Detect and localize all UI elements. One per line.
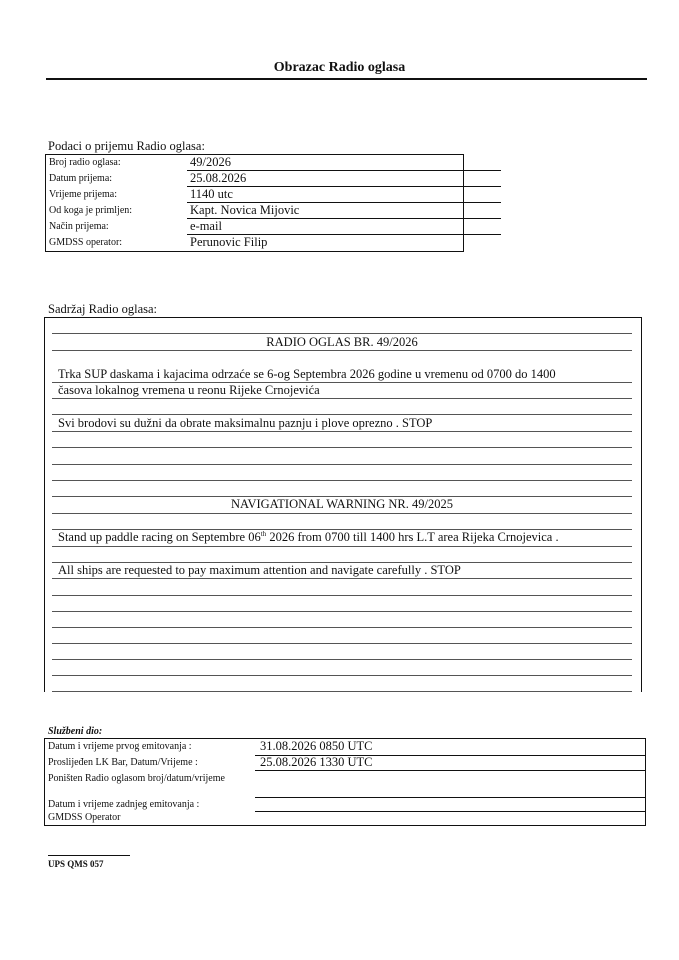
ruled-line [52, 643, 632, 644]
reception-value: e-mail [190, 219, 222, 233]
ruled-line [52, 398, 632, 399]
reception-box [45, 154, 464, 252]
official-label: Datum i vrijeme zadnjeg emitovanja : [48, 799, 200, 810]
ruled-line [52, 675, 632, 676]
local-heading: RADIO OGLAS BR. 49/2026 [266, 335, 418, 349]
official-label: Proslijeđen LK Bar, Datum/Vrijeme : [48, 757, 198, 768]
reception-section-label: Podaci o prijemu Radio oglasa: [48, 139, 205, 153]
ruled-line [52, 414, 632, 415]
ruled-line [52, 431, 632, 432]
reception-label: Od koga je primljen: [49, 205, 133, 216]
content-section-label: Sadržaj Radio oglasa: [48, 302, 157, 316]
official-label: Poništen Radio oglasom broj/datum/vrijeme [48, 773, 225, 784]
reception-value: 25.08.2026 [190, 171, 247, 185]
reception-row-date [46, 171, 463, 187]
reception-row-time [46, 187, 463, 203]
ruled-line [52, 350, 632, 351]
local-text-line: Svi brodovi su dužni da obrate maksimalnu paznju i plove oprezno . STOP [58, 416, 433, 430]
reception-value: 1140 utc [190, 187, 233, 201]
reception-label: Broj radio oglasa: [49, 157, 121, 168]
ruled-line [52, 333, 632, 334]
official-label: Datum i vrijeme prvog emitovanja : [48, 741, 192, 752]
form-code: UPS QMS 057 [48, 855, 130, 869]
en-text-line: Stand up paddle racing on Septembre 06th 2026 from 0700 till 1400 hrs L.T area Rijeka Crnojevica . [58, 530, 559, 545]
title-rule [46, 78, 647, 80]
official-value: 25.08.2026 1330 UTC [260, 755, 373, 769]
reception-value: Perunovic Filip [190, 235, 268, 249]
ruled-line [52, 595, 632, 596]
ruled-line [52, 546, 632, 547]
reception-row-number [46, 155, 463, 171]
official-box [44, 738, 646, 826]
ruled-line [52, 513, 632, 514]
ruled-line [52, 464, 632, 465]
reception-value: Kapt. Novica Mijovic [190, 203, 300, 217]
reception-label: Datum prijema: [49, 173, 113, 184]
reception-label: GMDSS operator: [49, 237, 123, 248]
ruled-line [52, 627, 632, 628]
ruled-line [52, 691, 632, 692]
local-text-line: Trka SUP daskama i kajacima odrzaće se 6-og Septembra 2026 godine u vremenu od 0700 do 1400 [58, 367, 556, 381]
en-heading: NAVIGATIONAL WARNING NR. 49/2025 [231, 497, 453, 511]
reception-row-method [46, 219, 463, 235]
form-title: Obrazac Radio oglasa [273, 60, 406, 75]
reception-row-from [46, 203, 463, 219]
reception-label: Vrijeme prijema: [49, 189, 117, 200]
reception-row-operator [46, 235, 463, 251]
official-label: GMDSS Operator [48, 812, 121, 823]
ruled-line [52, 659, 632, 660]
ruled-line [52, 447, 632, 448]
reception-value: 49/2026 [190, 155, 231, 169]
ruled-line [52, 578, 632, 579]
official-section-label: Službeni dio: [48, 726, 103, 737]
en-text-line: All ships are requested to pay maximum attention and navigate carefully . STOP [58, 563, 461, 577]
official-value: 31.08.2026 0850 UTC [260, 739, 373, 753]
ruled-line [52, 611, 632, 612]
ruled-line [52, 480, 632, 481]
local-text-line: časova lokalnog vremena u reonu Rijeke Crnojevića [58, 383, 320, 397]
reception-label: Način prijema: [49, 221, 109, 232]
